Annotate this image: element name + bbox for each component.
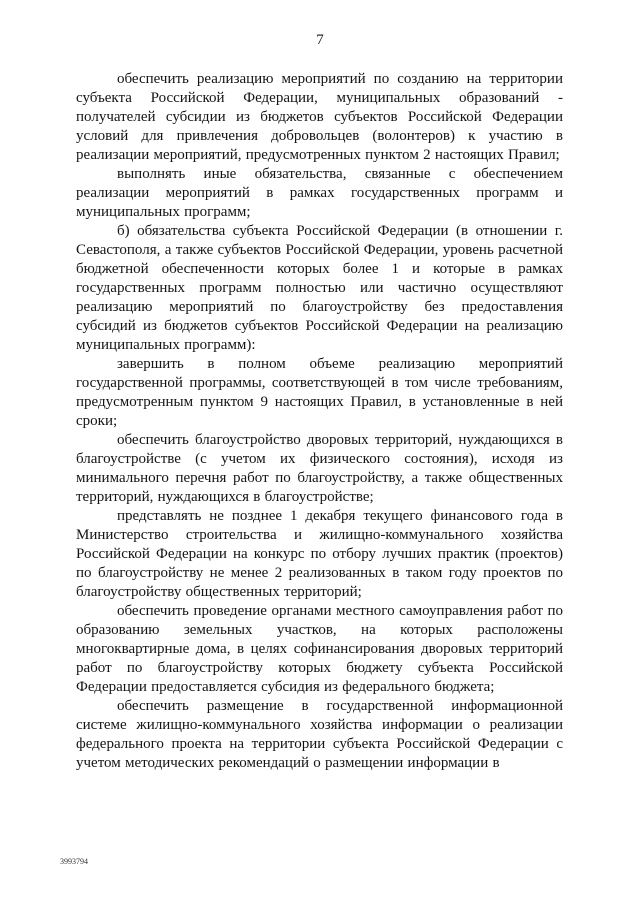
paragraph-best-practices: представлять не позднее 1 декабря текущего финансового года в Министерство строительства и жилищно-коммунального хозяйства Российской Федерации на конкурс по отбору лучших практик (проектов) по благоустройству не менее 2 реализованных в таком году проектов по благоустройству общественных территорий;	[76, 508, 563, 600]
paragraph-volunteers: обеспечить реализацию мероприятий по созданию на территории субъекта Российской Федерации, муниципальных образований - получателей субсидии из бюджетов субъектов Российской Федерации условий для привлечения добровольцев (волонтеров) к участию в реализации мероприятий, предусмотренных пунктом 2 настоящих Правил;	[76, 71, 563, 163]
paragraph-subject-obligations: б) обязательства субъекта Российской Федерации (в отношении г. Севастополя, а также субъектов Российской Федерации, уровень расчетной бюджетной обеспеченности которых более 1 и которые в рамках государственных программ полностью или частично осуществляют реализацию мероприятий по благоустройству без предоставления субсидий из бюджетов субъектов Российской Федерации на реализацию муниципальных программ):	[76, 223, 563, 353]
document-body	[76, 70, 563, 773]
paragraph-land-plots: обеспечить проведение органами местного самоуправления работ по образованию земельных участков, на которых расположены многоквартирные дома, в целях софинансирования дворовых территорий работ по благоустройству которых бюджету субъекта Российской Федерации предоставляется субсидия из федерального бюджета;	[76, 603, 563, 695]
paragraph-information-system: обеспечить размещение в государственной информационной системе жилищно-коммунального хозяйства информации о реализации федерального проекта на территории субъекта Российской Федерации с учетом методических рекомендаций о размещении информации в	[76, 698, 563, 771]
page-number: 7	[316, 32, 324, 48]
document-id: 3993794	[60, 857, 88, 866]
paragraph-other-obligations: выполнять иные обязательства, связанные с обеспечением реализации мероприятий в рамках государственных программ и муниципальных программ;	[76, 166, 563, 220]
paragraph-yard-improvement: обеспечить благоустройство дворовых территорий, нуждающихся в благоустройстве (с учетом их физического состояния), исходя из минимального перечня работ по благоустройству, а также общественных территорий, нуждающихся в благоустройстве;	[76, 432, 563, 505]
paragraph-complete-program: завершить в полном объеме реализацию мероприятий государственной программы, соответствующей в том числе требованиям, предусмотренным пунктом 9 настоящих Правил, в установленные в ней сроки;	[76, 356, 563, 429]
